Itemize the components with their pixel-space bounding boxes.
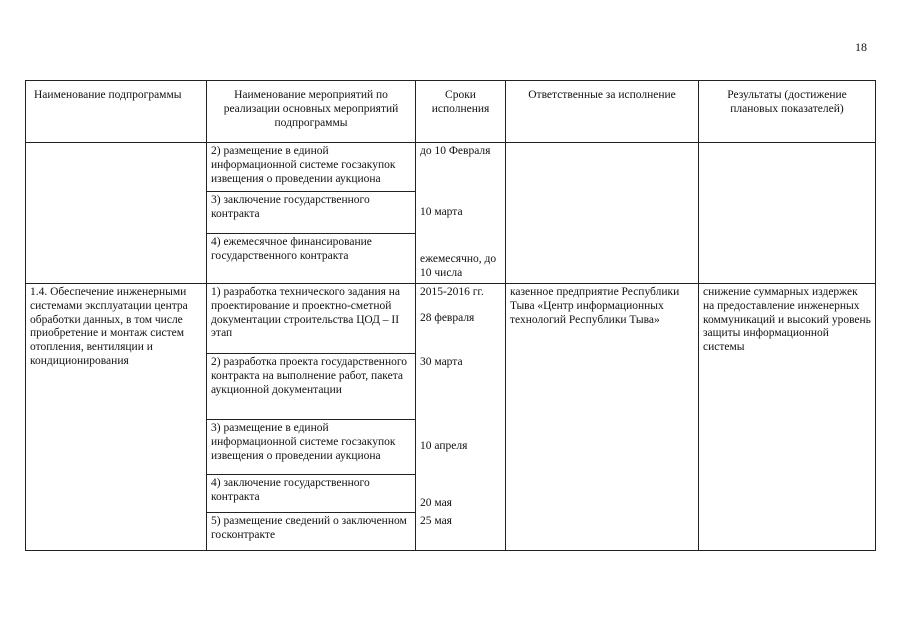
header-deadlines: Сроки исполнения [416,81,506,143]
deadline-cell: 10 марта [416,192,506,234]
deadline-cell: 25 мая [416,513,506,551]
responsible-cell: казенное предприятие Республики Тыва «Центр информационных технологий Республики Тыва» [506,284,699,551]
activity-cell: 1) разработка технического задания на проектирование и проектно-сметной документации строительства ЦОД – II этап [207,284,416,354]
header-activities: Наименование мероприятий по реализации основных мероприятий подпрограммы [207,81,416,143]
header-results: Результаты (достижение плановых показателей) [699,81,876,143]
activity-cell: 4) ежемесячное финансирование государственного контракта [207,234,416,284]
deadline-cell: 10 апреля [416,420,506,475]
header-subprogram: Наименование подпрограммы [26,81,207,143]
header-responsible: Ответственные за исполнение [506,81,699,143]
activity-cell: 2) разработка проекта государственного контракта на выполнение работ, пакета аукционной документации [207,354,416,420]
results-cell: снижение суммарных издержек на предоставление инженерных коммуникаций и высокий уровень защиты информационной системы [699,284,876,551]
table-row [26,143,876,192]
period-label: 2015-2016 гг. [420,286,484,298]
deadline-cell: 30 марта [416,354,506,420]
activity-cell: 3) размещение в единой информационной системе госзакупок извещения о проведении аукциона [207,420,416,475]
activity-cell: 2) размещение в единой информационной системе госзакупок извещения о проведении аукциона [207,143,416,192]
activity-cell: 3) заключение государственного контракта [207,192,416,234]
deadline-cell: до 10 Февраля [416,143,506,192]
subprogram-cell-empty [26,143,207,284]
table-row [26,284,876,354]
activity-cell: 4) заключение государственного контракта [207,475,416,513]
table-header-row [26,81,876,143]
subprogram-cell: 1.4. Обеспечение инженерными системами эксплуатации центра обработки данных, в том числе приобретение и монтаж систем отопления, вентиляции и кондиционирования [26,284,207,551]
page-number: 18 [855,40,867,54]
activity-cell: 5) размещение сведений о заключенном госконтракте [207,513,416,551]
deadline-cell: 20 мая [416,475,506,513]
deadline-cell: ежемесячно, до 10 числа [416,234,506,284]
deadline-label: 28 февраля [420,311,475,324]
deadline-cell [416,284,506,354]
responsible-cell-empty [506,143,699,284]
results-cell-empty [699,143,876,284]
activities-table [25,80,876,551]
